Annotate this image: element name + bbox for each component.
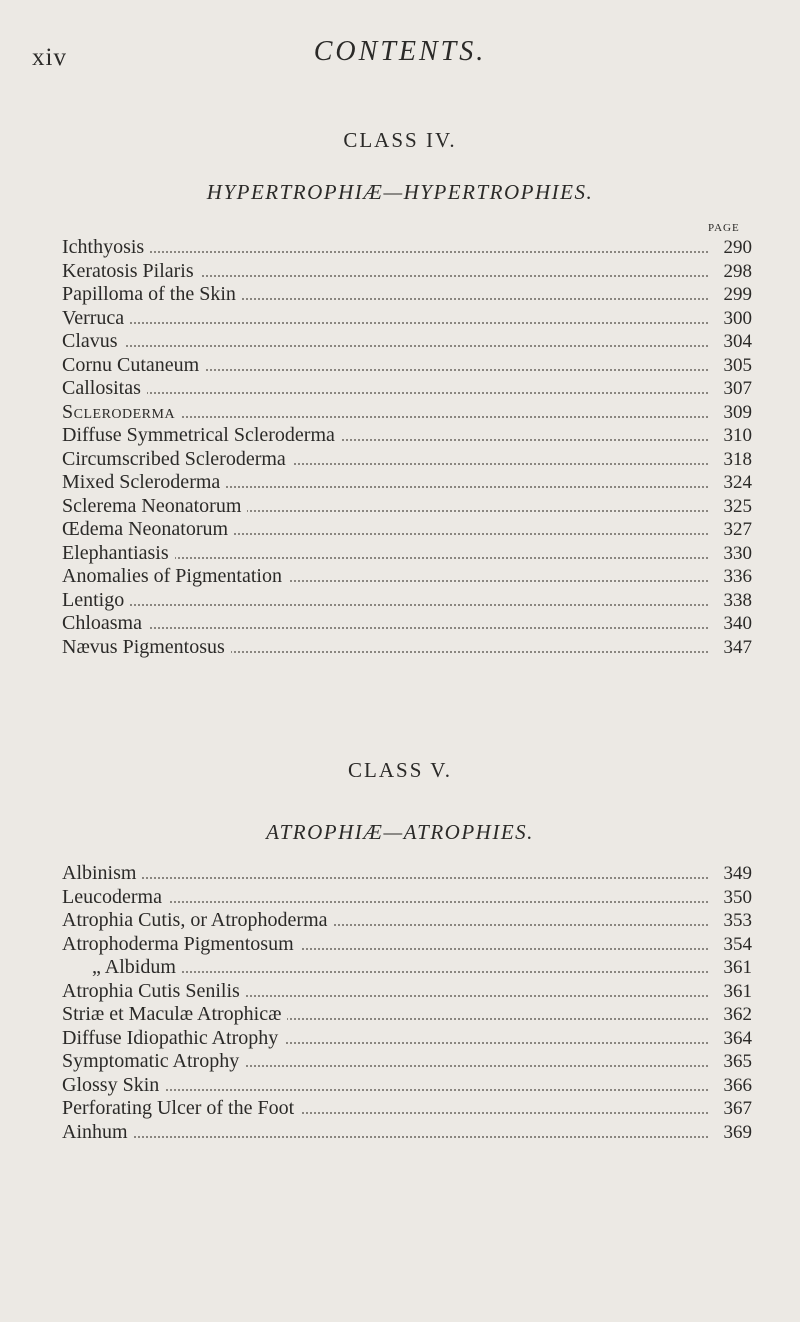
leader-dots — [102, 392, 708, 394]
toc-entry-page: 354 — [718, 933, 753, 957]
leader-dots — [102, 322, 708, 324]
toc-entry-page: 361 — [718, 956, 753, 980]
class-iv-toc — [62, 236, 752, 659]
toc-entry[interactable] — [62, 354, 752, 378]
toc-entry-label: Anomalies of Pigmentation — [62, 565, 288, 589]
leader-dots — [102, 971, 708, 973]
toc-entry[interactable] — [62, 565, 752, 589]
toc-entry-label: Sclerema Neonatorum — [62, 495, 247, 519]
toc-entry-page: 350 — [718, 886, 753, 910]
toc-entry[interactable] — [62, 236, 752, 260]
toc-entry-label: Œdema Neonatorum — [62, 518, 234, 542]
toc-entry[interactable] — [62, 283, 752, 307]
toc-entry-page: 300 — [718, 307, 753, 331]
toc-entry-label: Atrophia Cutis Senilis — [62, 980, 246, 1004]
toc-entry-label: Cornu Cutaneum — [62, 354, 205, 378]
class-v-subheading: ATROPHIÆ—ATROPHIES. — [266, 820, 534, 844]
toc-entry-page: 347 — [718, 636, 753, 660]
toc-entry-page: 318 — [718, 448, 753, 472]
class-v-toc — [62, 862, 752, 1144]
toc-entry-page: 367 — [718, 1097, 753, 1121]
toc-entry-page: 340 — [718, 612, 753, 636]
toc-entry[interactable] — [62, 1050, 752, 1074]
leader-dots — [102, 627, 708, 629]
toc-entry[interactable] — [62, 1074, 752, 1098]
running-head: CONTENTS. — [313, 36, 487, 67]
toc-entry-page: 304 — [718, 330, 753, 354]
toc-entry-page: 338 — [718, 589, 753, 613]
class-iv-heading: CLASS IV. — [343, 128, 457, 152]
toc-entry-page: 361 — [718, 980, 753, 1004]
toc-entry[interactable] — [62, 933, 752, 957]
toc-entry-page: 327 — [718, 518, 753, 542]
toc-entry-page: 353 — [718, 909, 753, 933]
toc-entry[interactable] — [62, 377, 752, 401]
toc-entry[interactable] — [62, 636, 752, 660]
toc-entry[interactable] — [62, 589, 752, 613]
leader-dots — [102, 251, 708, 253]
toc-entry-page: 336 — [718, 565, 753, 589]
toc-entry-label: Nævus Pigmentosus — [62, 636, 231, 660]
toc-entry-label: Striæ et Maculæ Atrophicæ — [62, 1003, 287, 1027]
toc-entry-page: 299 — [718, 283, 753, 307]
toc-entry-label: Chloasma — [62, 612, 148, 636]
toc-entry-label: „ Albidum — [62, 956, 182, 980]
toc-entry-label: Atrophia Cutis, or Atrophoderma — [62, 909, 334, 933]
toc-entry[interactable] — [62, 862, 752, 886]
toc-entry[interactable] — [62, 260, 752, 284]
toc-entry-page: 307 — [718, 377, 753, 401]
toc-entry-page: 366 — [718, 1074, 753, 1098]
page-column-label: PAGE — [708, 222, 740, 234]
toc-entry[interactable] — [62, 424, 752, 448]
page-number: xiv — [32, 44, 67, 71]
toc-entry[interactable] — [62, 518, 752, 542]
toc-entry[interactable] — [62, 612, 752, 636]
toc-entry[interactable] — [62, 980, 752, 1004]
toc-entry-label: Perforating Ulcer of the Foot — [62, 1097, 300, 1121]
toc-entry[interactable] — [62, 956, 752, 980]
leader-dots — [102, 557, 708, 559]
toc-entry-page: 349 — [718, 862, 753, 886]
toc-entry[interactable] — [62, 307, 752, 331]
leader-dots — [102, 1089, 708, 1091]
toc-entry-label: Lentigo — [62, 589, 130, 613]
toc-entry[interactable] — [62, 1003, 752, 1027]
leader-dots — [102, 1136, 708, 1138]
class-v-heading: CLASS V. — [348, 758, 452, 782]
toc-entry-label: Diffuse Idiopathic Atrophy — [62, 1027, 284, 1051]
toc-entry-label: Ichthyosis — [62, 236, 150, 260]
leader-dots — [102, 901, 708, 903]
toc-entry-page: 325 — [718, 495, 753, 519]
toc-entry-page: 364 — [718, 1027, 753, 1051]
toc-entry[interactable] — [62, 471, 752, 495]
toc-entry-label: Clavus — [62, 330, 124, 354]
toc-entry[interactable] — [62, 1121, 752, 1145]
toc-entry-page: 310 — [718, 424, 753, 448]
toc-entry-page: 362 — [718, 1003, 753, 1027]
toc-entry-page: 365 — [718, 1050, 753, 1074]
toc-entry-page: 298 — [718, 260, 753, 284]
toc-entry-label: Albinism — [62, 862, 142, 886]
leader-dots — [102, 416, 708, 418]
toc-entry-label: Scleroderma — [62, 401, 181, 425]
toc-entry-label: Papilloma of the Skin — [62, 283, 242, 307]
toc-entry-page: 305 — [718, 354, 753, 378]
toc-entry[interactable] — [62, 542, 752, 566]
toc-entry-page: 330 — [718, 542, 753, 566]
toc-entry-label: Callositas — [62, 377, 147, 401]
toc-entry-page: 324 — [718, 471, 753, 495]
toc-entry-label: Symptomatic Atrophy — [62, 1050, 245, 1074]
toc-entry-label: Leucoderma — [62, 886, 168, 910]
toc-entry[interactable] — [62, 1097, 752, 1121]
toc-entry-page: 369 — [718, 1121, 753, 1145]
toc-entry[interactable] — [62, 909, 752, 933]
toc-entry-label: Ainhum — [62, 1121, 134, 1145]
toc-entry[interactable] — [62, 495, 752, 519]
toc-entry-label: Atrophoderma Pigmentosum — [62, 933, 300, 957]
toc-entry[interactable] — [62, 330, 752, 354]
class-iv-subheading: HYPERTROPHIÆ—HYPERTROPHIES. — [206, 180, 594, 204]
toc-entry[interactable] — [62, 401, 752, 425]
toc-entry-label: Elephantiasis — [62, 542, 175, 566]
toc-entry-label: Verruca — [62, 307, 130, 331]
toc-entry[interactable] — [62, 1027, 752, 1051]
toc-entry[interactable] — [62, 448, 752, 472]
toc-entry-label: Circumscribed Scleroderma — [62, 448, 292, 472]
toc-entry-label: Keratosis Pilaris — [62, 260, 200, 284]
toc-entry-label: Mixed Scleroderma — [62, 471, 226, 495]
toc-entry[interactable] — [62, 886, 752, 910]
leader-dots — [102, 604, 708, 606]
leader-dots — [102, 877, 708, 879]
toc-entry-label: Glossy Skin — [62, 1074, 165, 1098]
leader-dots — [102, 345, 708, 347]
toc-entry-page: 290 — [718, 236, 753, 260]
toc-entry-label: Diffuse Symmetrical Scleroderma — [62, 424, 341, 448]
toc-entry-page: 309 — [718, 401, 753, 425]
